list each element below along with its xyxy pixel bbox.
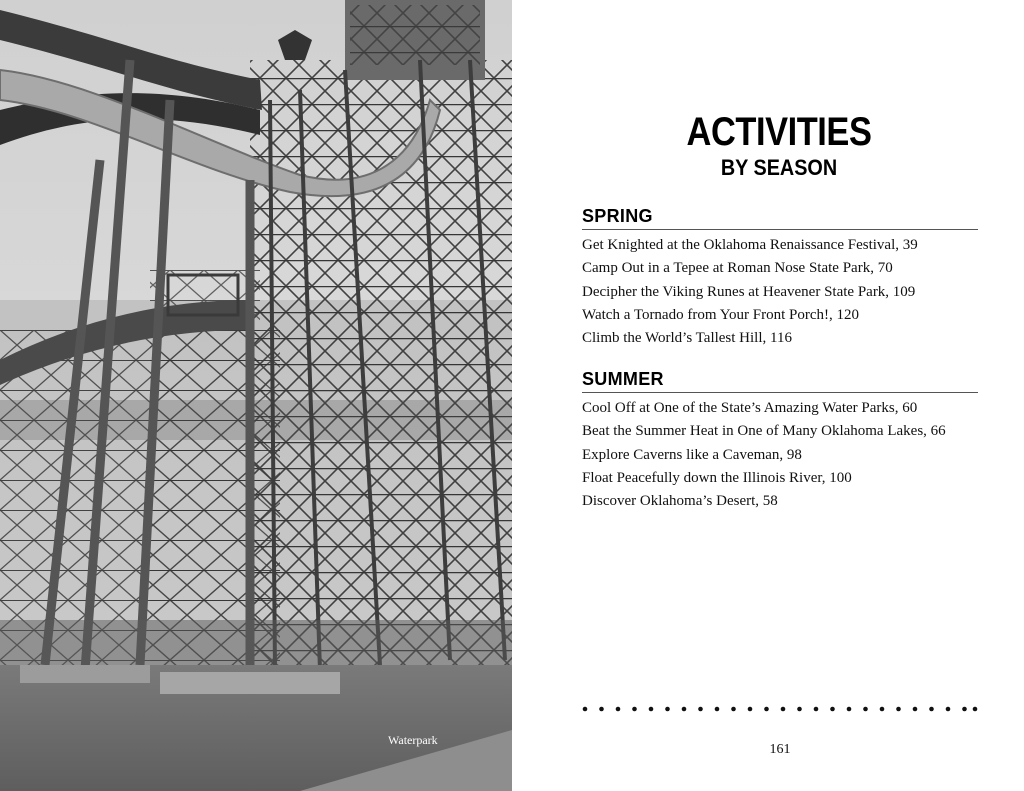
list-item: Discover Oklahoma’s Desert, 58 xyxy=(582,493,778,510)
photo-caption: Waterpark xyxy=(388,733,438,747)
dotted-divider xyxy=(582,705,978,713)
list-item: Get Knighted at the Oklahoma Renaissance Festival, 39 xyxy=(582,237,918,253)
section-summer xyxy=(582,368,978,513)
section-heading: SPRING xyxy=(582,205,978,230)
list-item: Beat the Summer Heat in One of Many Oklahoma Lakes, 66 xyxy=(582,423,946,440)
list-item: Decipher the Viking Runes at Heavener State Park, 109 xyxy=(582,283,916,300)
page-subtitle: BY SEASON xyxy=(720,155,838,180)
section-heading: SUMMER xyxy=(582,368,978,393)
list-item: Camp Out in a Tepee at Roman Nose State Park, 70 xyxy=(582,260,893,277)
list-item: Watch a Tornado from Your Front Porch!, 120 xyxy=(582,306,860,323)
section-spring xyxy=(582,205,978,350)
page-number: 161 xyxy=(769,742,791,757)
list-item: Float Peacefully down the Illinois River, 100 xyxy=(582,469,852,486)
page-title: ACTIVITIES xyxy=(686,110,872,154)
list-item: Explore Caverns like a Caveman, 98 xyxy=(582,446,802,463)
list-item: Cool Off at One of the State’s Amazing Water Parks, 60 xyxy=(582,400,918,416)
list-item: Climb the World’s Tallest Hill, 116 xyxy=(582,330,792,347)
